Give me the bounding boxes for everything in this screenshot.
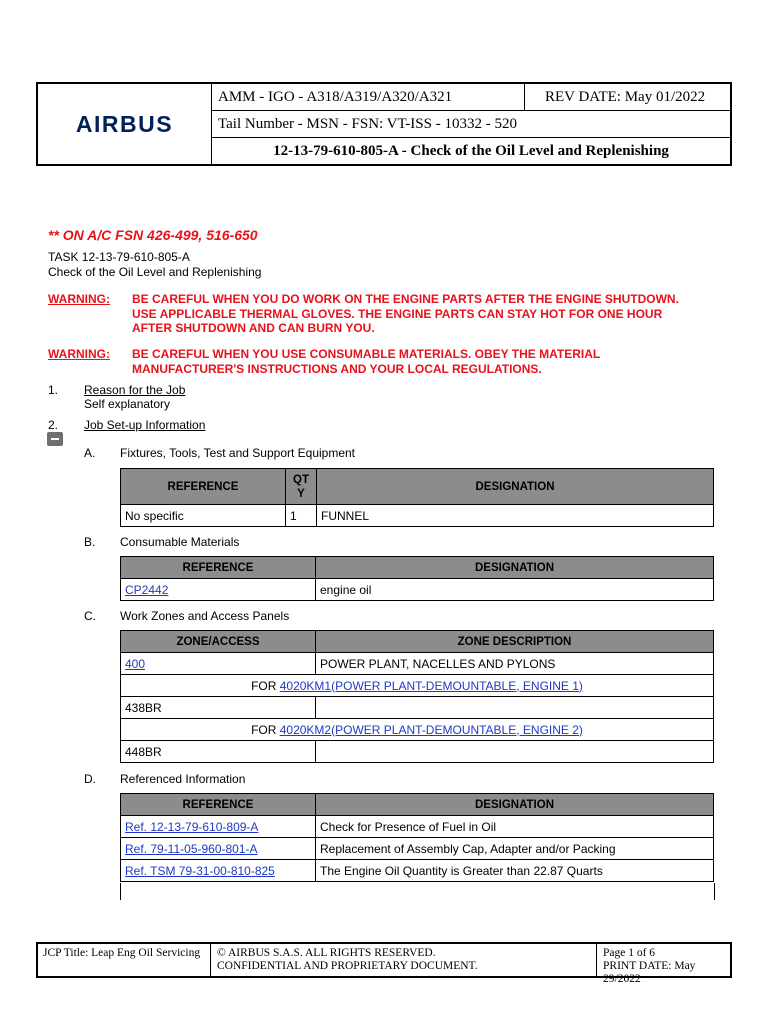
for-prefix: FOR [251, 722, 280, 737]
qty-header-line2: Y [297, 487, 305, 500]
cell-for-engine-2 [121, 719, 714, 741]
cell-reference [121, 860, 316, 882]
document-header [36, 82, 732, 166]
subsection-a-letter: A. [84, 446, 96, 460]
ref-link-2[interactable]: Ref. 79-11-05-960-801-A [125, 841, 258, 856]
cell-designation: The Engine Oil Quantity is Greater than 22.87 Quarts [316, 860, 714, 882]
engine-2-link[interactable]: 4020KM2(POWER PLANT-DEMOUNTABLE, ENGINE 2) [279, 722, 583, 737]
print-date: PRINT DATE: May 29/2022 [603, 960, 696, 985]
cell-zone-description: POWER PLANT, NACELLES AND PYLONS [316, 653, 714, 675]
col-qty [286, 469, 317, 505]
subsection-b-title: Consumable Materials [120, 535, 240, 549]
zone-400-link[interactable]: 400 [125, 656, 146, 671]
for-prefix: FOR [251, 678, 280, 693]
table-row [121, 741, 714, 763]
cell-zone-description [316, 697, 714, 719]
subsection-c-title: Work Zones and Access Panels [120, 609, 290, 623]
section-1-title: Reason for the Job [84, 383, 186, 397]
table-header-row [121, 631, 714, 653]
col-designation: DESIGNATION [316, 557, 714, 579]
subsection-d-title: Referenced Information [120, 772, 246, 786]
tail-number: Tail Number - MSN - FSN: VT-ISS - 10332 - 520 [212, 111, 730, 138]
table-row [121, 505, 714, 527]
cell-qty: 1 [286, 505, 317, 527]
effectivity: ** ON A/C FSN 426-499, 516-650 [48, 227, 258, 243]
cell-zone [121, 653, 316, 675]
col-reference: REFERENCE [121, 794, 316, 816]
rev-date: REV DATE: May 01/2022 [524, 84, 730, 111]
table-row [121, 697, 714, 719]
subsection-b-letter: B. [84, 535, 96, 549]
table-header-row [121, 469, 714, 505]
manual-id: AMM - IGO - A318/A319/A320/A321 [218, 89, 453, 105]
jcp-title: JCP Title: Leap Eng Oil Servicing [38, 944, 211, 976]
confidential: CONFIDENTIAL AND PROPRIETARY DOCUMENT. [217, 960, 478, 972]
cp2442-link[interactable]: CP2442 [125, 582, 169, 597]
references-table [120, 793, 714, 882]
table-continuation [120, 883, 715, 900]
cell-designation: FUNNEL [317, 505, 714, 527]
cell-reference: No specific [121, 505, 286, 527]
col-designation: DESIGNATION [317, 469, 714, 505]
ref-link-1[interactable]: Ref. 12-13-79-610-809-A [125, 819, 259, 834]
logo-cell [38, 84, 212, 164]
zones-table [120, 630, 714, 763]
section-1-body: Self explanatory [84, 397, 171, 411]
col-designation: DESIGNATION [316, 794, 714, 816]
warning-text-1: BE CAREFUL WHEN YOU DO WORK ON THE ENGINE PARTS AFTER THE ENGINE SHUTDOWN. USE APPLICABLE THERMAL GLOVES. THE ENGINE PARTS CAN STAY HOT FOR ONE HOUR AFTER SHUTDOWN AND CAN BURN YOU. [132, 292, 679, 335]
cell-zone: 438BR [121, 697, 316, 719]
ref-link-3[interactable]: Ref. TSM 79-31-00-810-825 [125, 863, 275, 878]
cell-designation: Check for Presence of Fuel in Oil [316, 816, 714, 838]
cell-designation: Replacement of Assembly Cap, Adapter and/or Packing [316, 838, 714, 860]
cell-reference [121, 838, 316, 860]
task-block [48, 250, 261, 280]
warning-label-1: WARNING: [48, 292, 110, 306]
table-header-row [121, 794, 714, 816]
collapse-icon[interactable] [47, 432, 63, 446]
cell-reference [121, 816, 316, 838]
warning-label-2: WARNING: [48, 347, 110, 361]
col-reference: REFERENCE [121, 469, 286, 505]
airbus-logo: AIRBUS [75, 110, 174, 137]
cell-zone-description [316, 741, 714, 763]
task-title: Check of the Oil Level and Replenishing [48, 265, 262, 279]
task-id: TASK 12-13-79-610-805-A [48, 250, 190, 264]
copyright: © AIRBUS S.A.S. ALL RIGHTS RESERVED. [217, 947, 436, 959]
table-row [121, 579, 714, 601]
col-reference: REFERENCE [121, 557, 316, 579]
header-task-title: 12-13-79-610-805-A - Check of the Oil Level and Replenishing [273, 143, 669, 159]
section-2-title: Job Set-up Information [84, 418, 206, 432]
subsection-d-letter: D. [84, 772, 96, 786]
table-row [121, 653, 714, 675]
engine-1-link[interactable]: 4020KM1(POWER PLANT-DEMOUNTABLE, ENGINE 1) [279, 678, 583, 693]
warning-text-2: BE CAREFUL WHEN YOU USE CONSUMABLE MATERIALS. OBEY THE MATERIAL MANUFACTURER'S INSTRUCTIONS AND YOUR LOCAL REGULATIONS. [132, 347, 601, 376]
document-footer [36, 942, 732, 985]
page-info [598, 944, 730, 985]
cell-reference [121, 579, 316, 601]
table-row [121, 816, 714, 838]
page-number: Page 1 of 6 [603, 947, 656, 959]
table-row [121, 838, 714, 860]
subsection-c-letter: C. [84, 609, 96, 623]
section-1-number: 1. [48, 383, 59, 397]
header-row-manual [212, 84, 730, 111]
col-zone-access: ZONE/ACCESS [121, 631, 316, 653]
table-row-for-engine-2 [121, 719, 714, 741]
cell-for-engine-1 [121, 675, 714, 697]
table-header-row [121, 557, 714, 579]
tools-table [120, 468, 714, 527]
consumables-table [120, 556, 714, 601]
qty-header-line1: QT [293, 473, 309, 486]
cell-zone: 448BR [121, 741, 316, 763]
table-row [121, 860, 714, 882]
subsection-a-title: Fixtures, Tools, Test and Support Equipment [120, 446, 356, 460]
col-zone-description: ZONE DESCRIPTION [316, 631, 714, 653]
table-row-for-engine-1 [121, 675, 714, 697]
cell-designation: engine oil [316, 579, 714, 601]
copyright-block [212, 944, 597, 976]
section-2-number: 2. [48, 418, 59, 432]
